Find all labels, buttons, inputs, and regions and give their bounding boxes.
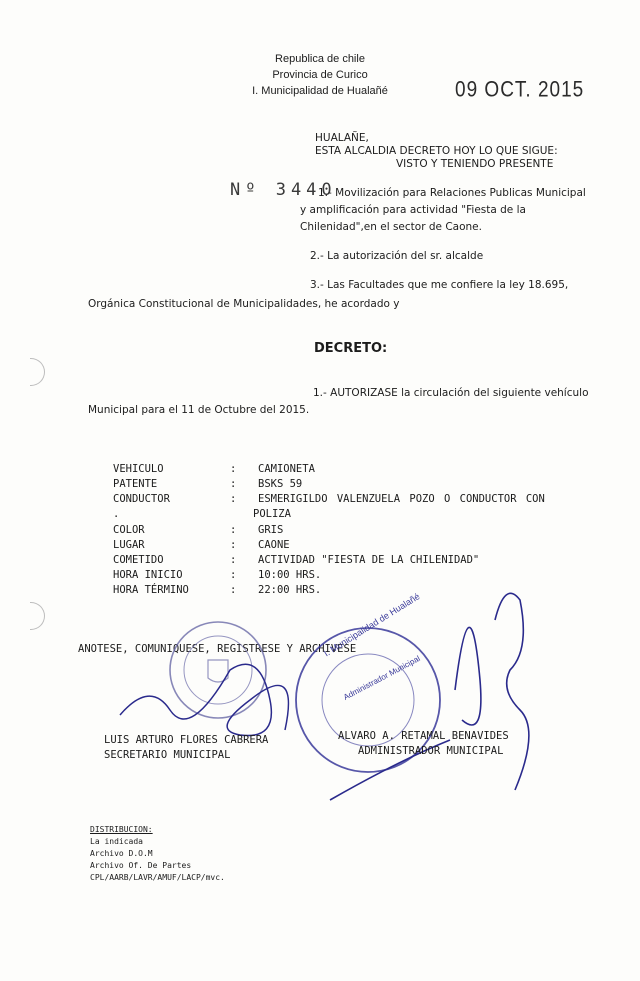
row-key: COMETIDO [113,554,164,566]
item1-line3: Chilenidad",en el sector de Caone. [300,221,482,233]
punch-hole-top [30,358,45,386]
signature-right [330,593,529,800]
decree-title: DECRETO: [314,341,388,356]
row-colon: : [230,584,237,596]
authorization-line1: 1.- AUTORIZASE la circulación del siguiente vehículo [313,387,589,399]
ink-overlay [0,560,640,820]
closing-line: ANOTESE, COMUNIQUESE, REGISTRESE Y ARCHIVESE [78,643,357,655]
item3-line1: 3.- Las Facultades que me confiere la ley 18.695, [310,279,569,291]
distribution-block [90,824,225,884]
row-colon: : [230,524,237,536]
header-municipality: I. Municipalidad de Hualañé [252,85,388,97]
row-colon: : [230,569,237,581]
signer-left-name: LUIS ARTURO FLORES CABRERA [104,734,269,746]
item2: 2.- La autorización del sr. alcalde [310,250,484,262]
distribution-item: La indicada [90,837,143,846]
date-stamp: 09 OCT. 2015 [455,78,585,103]
row-key: COLOR [113,524,145,536]
distribution-title: DISTRIBUCION: [90,825,153,834]
row-colon: : [230,554,237,566]
distribution-item: Archivo Of. De Partes [90,861,192,870]
row-colon: : [230,539,237,551]
intro-line3: VISTO Y TENIENDO PRESENTE [396,158,554,170]
item1-line2: y amplificación para actividad "Fiesta de la [300,204,526,216]
seal-left [170,622,266,718]
signer-right-name: ALVARO A. RETAMAL BENAVIDES [338,730,509,742]
row-value: POLIZA [253,508,291,520]
row-value: CAMIONETA [258,463,315,475]
row-colon: : [230,493,237,505]
header-province: Provincia de Curico [272,69,368,81]
row-key: HORA INICIO [113,569,183,581]
row-key: CONDUCTOR [113,493,170,505]
seal-text: I. Municipalidad de Hualañé [322,591,422,659]
authorization-line2: Municipal para el 11 de Octubre del 2015. [88,404,310,416]
signer-left-title: SECRETARIO MUNICIPAL [104,749,231,761]
row-value: ESMERIGILDO VALENZUELA POZO O CONDUCTOR CON [258,493,545,505]
row-value: ACTIVIDAD "FIESTA DE LA CHILENIDAD" [258,554,480,566]
row-colon: : [230,463,237,475]
distribution-item: CPL/AARB/LAVR/AMUF/LACP/mvc. [90,873,225,882]
row-value: GRIS [258,524,284,536]
seal-inner-text: Administrador Municipal [342,653,422,702]
signer-right-title: ADMINISTRADOR MUNICIPAL [358,745,504,757]
header-republic: Republica de chile [275,53,365,65]
row-key: VEHICULO [113,463,164,475]
intro-line2: ESTA ALCALDIA DECRETO HOY LO QUE SIGUE: [315,145,558,157]
signature-left [120,664,288,735]
row-key: LUGAR [113,539,145,551]
decree-number: Nº 3440 [230,180,337,200]
item3-line2: Orgánica Constitucional de Municipalidades, he acordado y [88,298,400,310]
item1-line1: 1.- Movilización para Relaciones Publicas Municipal [318,187,586,199]
intro-place: HUALAÑE, [315,132,369,144]
row-key: PATENTE [113,478,158,490]
row-key: HORA TÉRMINO [113,584,189,596]
row-value: 22:00 HRS. [258,584,322,596]
row-value: CAONE [258,539,290,551]
distribution-item: Archivo D.O.M [90,849,153,858]
row-colon: : [230,478,237,490]
row-value: BSKS 59 [258,478,303,490]
row-key: . [113,508,120,520]
row-value: 10:00 HRS. [258,569,322,581]
